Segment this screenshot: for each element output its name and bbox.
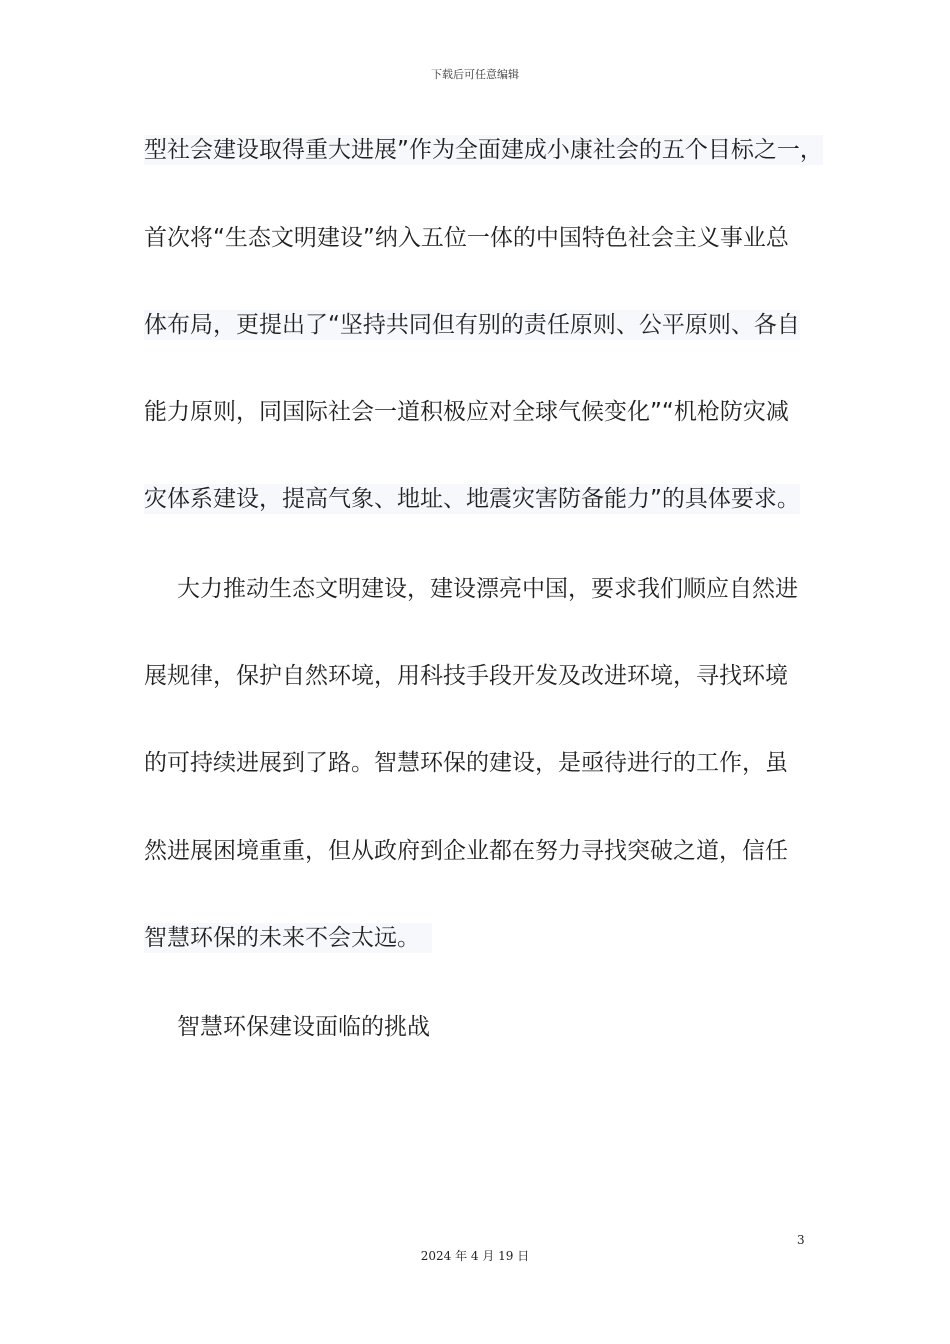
paragraph-line: 体布局，更提出了“坚持共同但有别的责任原则、公平原则、各自 [144,312,800,338]
footer-date: 2024 年 4 月 19 日 [420,1249,530,1263]
paragraph-line: 智慧环保的未来不会太远。 [144,923,432,953]
paragraph-line: 型社会建设取得重大进展”作为全面建成小康社会的五个目标之一， [144,137,823,163]
paragraph-line: 首次将“生态文明建设”纳入五位一体的中国特色社会主义事业总 [144,225,789,251]
paragraph-line: 然进展困境重重，但从政府到企业都在努力寻找突破之道，信任 [144,838,788,864]
section-heading: 智慧环保建设面临的挑战 [177,1014,430,1040]
paragraph-line: 的可持续进展到了路。智慧环保的建设，是亟待进行的工作，虽 [144,750,788,776]
paragraph-line: 能力原则，同国际社会一道积极应对全球气候变化”“机枪防灾减 [144,399,789,425]
paragraph-line: 大力推动生态文明建设，建设漂亮中国，要求我们顺应自然进 [177,576,798,602]
paragraph-line: 灾体系建设，提高气象、地址、地震灾害防备能力”的具体要求。 [144,486,800,512]
page-header: 下载后可任意编辑 [431,68,519,81]
paragraph-line: 展规律，保护自然环境，用科技手段开发及改进环境，寻找环境 [144,663,788,689]
page-number: 3 [797,1233,805,1247]
